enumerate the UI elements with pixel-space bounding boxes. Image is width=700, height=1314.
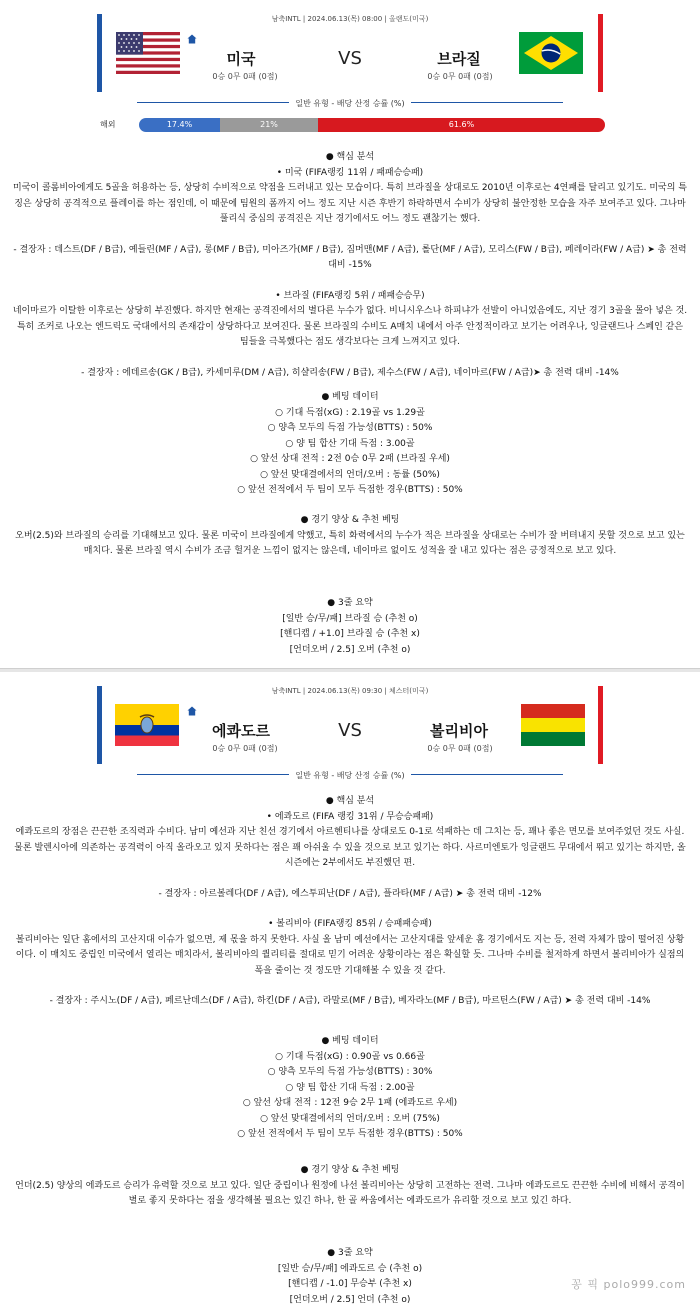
home-team-record: 0승 0무 0패 (0점) (212, 72, 278, 81)
flow-body: 오버(2.5)와 브라질의 승리를 기대해보고 있다. 물론 미국이 브라질에게 약했고, 특히 화력에서의 누수가 적은 브라질을 상대로는 수비가 잘 버텨내지 못할 것으로 보고 있는 매치다. 물론 브라질 역시 수비가 조금 헐거운 느낌이 없지는 않은데, 네이마르 없이도 성적을 잘 내고 있다는 점은 긍정적으로 보고 있다. (15, 530, 685, 556)
distribution-title (0, 770, 700, 781)
ecuador-flag-icon (115, 704, 179, 746)
away-analysis-body: 네이마르가 이탈한 이후로는 상당히 부진했다. 하지만 현재는 공격진에서의 별다른 누수가 없다. 비니시우스나 하피냐가 선발이 아니었음에도, 지난 경기 3골을 몰아 넣은 것. 특히 조커로 나오는 엔드릭도 국대에서의 존재감이 상당하다고 보여진다. 물론 브라질의 수비도 A매치 내에서 아주 안정적이라고 보기는 어려우나, 잉글랜드나 스페인 같은 팀들을 극복했다는 점도 생각보다는 크게 느껴지고 있다. (12, 306, 688, 347)
betting-item: ○ 앞선 맞대결에서의 언더/오버 : 오버 (75%) (260, 1113, 440, 1124)
summary-title: ● 3줄 요약 (327, 598, 373, 608)
distribution-title-text: 일반 유형 - 배당 산정 승률 (%) (289, 771, 410, 780)
odds-away-segment (318, 118, 605, 132)
vs-label: VS (338, 48, 362, 69)
summary-item: [언더오버 / 2.5] 언더 (추천 o) (289, 1294, 411, 1305)
match-card-2 (0, 672, 700, 1314)
analysis-title: ● 핵심 분석 (325, 796, 375, 806)
home-team-name: 에콰도르 (212, 722, 270, 740)
away-color-bar (598, 686, 603, 764)
betting-item: ○ 기대 득점(xG) : 2.19골 vs 1.29골 (275, 407, 425, 418)
bolivia-flag-icon (521, 704, 585, 746)
betting-item: ○ 기대 득점(xG) : 0.90골 vs 0.66골 (275, 1051, 425, 1062)
home-icon (187, 706, 197, 716)
match-meta: 남축INTL | 2024.06.13(목) 09:30 | 체스터(미국) (271, 687, 429, 695)
away-team-record: 0승 0무 0패 (0점) (427, 72, 493, 81)
summary-title: ● 3줄 요약 (327, 1248, 373, 1258)
away-analysis-body: 볼리비아는 일단 홈에서의 고산지대 이슈가 없으면, 제 몫을 하지 못한다. 사실 올 남미 예선에서는 고산지대를 앞세운 홈 경기에서도 지는 등, 전력 자체가 많이 떨어진 상황이다. 이 매치도 중립인 미국에서 열리는 매치라서, 볼리비아의 퀄리티를 절대로 믿기 어려운 상황이라는 점은 확실할 듯. 그나마 수비를 철저하게 하면서 볼리비아가 실점의 폭을 줄이는 것 정도만 기대해볼 수 있을 것 같다. (15, 934, 685, 976)
vs-label: VS (338, 720, 362, 741)
away-color-bar (598, 14, 603, 92)
away-team-record: 0승 0무 0패 (0점) (427, 744, 493, 753)
distribution-title-text: 일반 유형 - 배당 산정 승률 (%) (289, 99, 410, 108)
flow-section (12, 513, 688, 560)
analysis-title: ● 핵심 분석 (325, 152, 375, 162)
home-color-bar (97, 14, 102, 92)
home-team-record: 0승 0무 0패 (0점) (212, 744, 278, 753)
betting-item: ○ 앞선 상대 전적 : 2전 0승 0무 2패 (브라질 우세) (250, 454, 450, 464)
betting-title: ● 베팅 데이터 (321, 392, 379, 402)
betting-item: ○ 양측 모두의 득점 가능성(BTTS) : 30% (267, 1067, 433, 1077)
away-analysis-head: • 브라질 (FIFA랭킹 5위 / 패패승승무) (275, 290, 425, 301)
away-absentees: - 결장자 : 주시노(DF / A급), 페르난데스(DF / A급), 하킨(DF / A급), 라말로(MF / B급), 베자라노(MF / B급), 마르틴스(FW / A급) ➤ 총 전력 대비 -14% (49, 996, 651, 1006)
home-analysis-head: • 미국 (FIFA랭킹 11위 / 패패승승패) (276, 167, 424, 178)
analysis-section (12, 150, 688, 381)
home-color-bar (97, 686, 102, 764)
odds-draw-segment (220, 118, 318, 132)
flow-title: ● 경기 양상 & 추천 베팅 (300, 1165, 400, 1175)
usa-flag-icon (116, 32, 180, 74)
odds-label: 해외 (100, 120, 116, 129)
betting-section (12, 1034, 688, 1143)
watermark-logo: 꽁 픽 polo999.com (571, 1278, 686, 1291)
betting-item: ○ 앞선 맞대결에서의 언더/오버 : 동률 (50%) (260, 469, 440, 480)
betting-item: ○ 양측 모두의 득점 가능성(BTTS) : 50% (267, 423, 433, 433)
home-absentees: - 결장자 : 아르볼레다(DF / A급), 에스투피난(DF / A급), 플라타(MF / A급) ➤ 총 전력 대비 -12% (158, 888, 542, 899)
home-icon (187, 34, 197, 44)
brazil-flag-icon (519, 32, 583, 74)
away-analysis-head: • 볼리비아 (FIFA랭킹 85위 / 승패패승패) (268, 919, 432, 929)
betting-item: ○ 앞선 상대 전적 : 12전 9승 2무 1패 (에콰도르 우세) (242, 1098, 458, 1108)
away-team-name: 브라질 (437, 50, 481, 68)
analysis-section (12, 794, 688, 1010)
flow-section (12, 1163, 688, 1210)
summary-item: [언더오버 / 2.5] 오버 (추천 o) (289, 644, 411, 655)
odds-home-segment (139, 118, 220, 132)
odds-bar (100, 118, 600, 132)
flow-body: 언더(2.5) 양상의 에콰도르 승리가 유력할 것으로 보고 있다. 일단 중립이나 원정에 나선 볼리비아는 상당히 고전하는 전력. 그나마 에콰도르도 끈끈한 수비에 비해서 공격이 별로 좋지 못하다는 점을 생각해볼 필요는 있긴 하나, 한 골 싸움에서는 에콰도르가 유리할 것으로 보고 있긴 하다. (15, 1180, 685, 1206)
flow-title: ● 경기 양상 & 추천 베팅 (300, 515, 400, 525)
match-meta: 남축INTL | 2024.06.13(목) 08:00 | 올랜도(미국) (271, 15, 429, 23)
betting-section (12, 390, 688, 499)
home-team-name: 미국 (226, 50, 256, 68)
odds-away-value: 61.6% (448, 120, 475, 129)
home-analysis-head: • 에콰도르 (FIFA 랭킹 31위 / 무승승패패) (266, 811, 434, 822)
summary-section (12, 596, 688, 658)
home-absentees: - 결장자 : 데스트(DF / B급), 예들린(MF / A급), 롱(MF / B급), 미아즈가(MF / B급), 짐머맨(MF / A급), 롤단(MF / A급), 모리스(FW / B급), 페레이라(FW / A급) ➤ 총 전력 대비 -15% (13, 244, 687, 270)
betting-item: ○ 양 팀 합산 기대 득점 : 3.00골 (285, 438, 415, 449)
summary-item: [핸디캡 / +1.0] 브라질 승 (추천 x) (280, 629, 420, 639)
betting-title: ● 베팅 데이터 (321, 1036, 379, 1046)
odds-draw-value: 21% (260, 120, 278, 129)
home-analysis-body: 에콰도르의 장점은 끈끈한 조직력과 수비다. 남미 예선과 지난 친선 경기에서 아르헨티나를 상대로도 0-1로 석패하는 데 그치는 등, 꽤나 좋은 면모를 보여주었던 것도 사실. 물론 발렌시아에 의존하는 공격력이 아직 올라오고 있지 못하다는 점은 꽤 아쉬울 수 있을 것으로 보고 있기는 하다. 사르미엔토가 잉글랜드 무대에서 뛰고 있기는 하지만, 올 시즌에는 2부에서도 부진했던 편. (14, 827, 686, 868)
betting-item: ○ 앞선 전적에서 두 팀이 모두 득점한 경우(BTTS) : 50% (237, 485, 463, 495)
betting-item: ○ 양 팀 합산 기대 득점 : 2.00골 (285, 1082, 415, 1093)
away-team-name: 볼리비아 (430, 722, 488, 740)
distribution-title (0, 98, 700, 109)
home-analysis-body: 미국이 콜롬비아에게도 5골을 허용하는 등, 상당히 수비적으로 약점을 드러내고 있는 모습이다. 특히 브라질을 상대로도 2010년 이후로는 4연패를 달리고 있기도. 미국의 특징은 상당히 공격적으로 플레이를 하는 점인데, 이 때문에 팀원의 폼까지 어느 정도 지난 시즌 후반기 하락하면서 수비가 상당히 불안정한 모습을 자주 보여주고 있다. 그나마 풀리식 중심의 공격진은 지난 경기에서도 어느 정도 괜찮기는 했다. (13, 183, 687, 224)
summary-item: [일반 승/무/패] 에콰도르 승 (추천 o) (277, 1263, 423, 1274)
odds-home-value: 17.4% (166, 120, 193, 129)
summary-item: [핸디캡 / -1.0] 무승부 (추천 x) (288, 1279, 412, 1289)
betting-item: ○ 앞선 전적에서 두 팀이 모두 득점한 경우(BTTS) : 50% (237, 1129, 463, 1139)
away-absentees: - 결장자 : 에데르송(GK / B급), 카세미루(DM / A급), 히샬리송(FW / B급), 제수스(FW / A급), 네이마르(FW / A급)➤ 총 전력 대비 -14% (81, 367, 619, 378)
summary-item: [일반 승/무/패] 브라질 승 (추천 o) (282, 613, 418, 624)
